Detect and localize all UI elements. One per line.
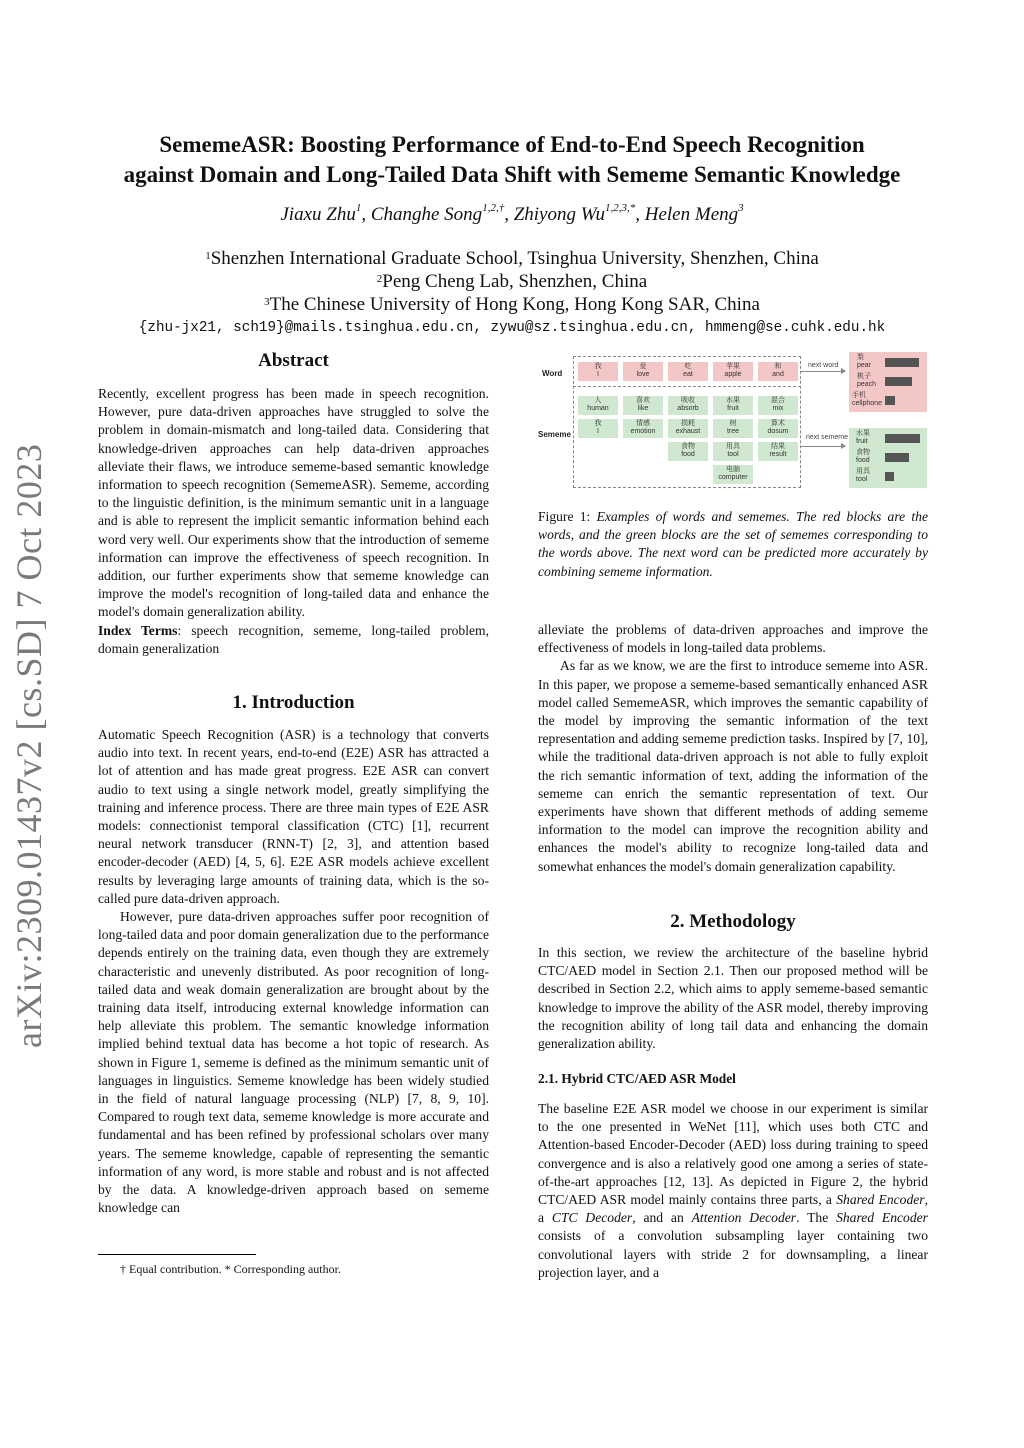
pred-label [856, 468, 870, 484]
pred-zh: 桃子 [857, 373, 871, 380]
sememe-block [713, 396, 753, 415]
subsection-text: , and an [632, 1210, 692, 1226]
pred-zh: 食物 [856, 449, 870, 456]
sememe-block [668, 442, 708, 461]
term-attention-decoder: Attention Decoder [691, 1210, 797, 1226]
word-block [713, 362, 753, 381]
intro-heading: 1. Introduction [232, 692, 355, 713]
affiliation-sup: 1 [205, 250, 211, 262]
sememe-block [578, 419, 618, 438]
author-name: Helen Meng [644, 204, 739, 225]
sememe-block [668, 419, 708, 438]
sememe-en: fruit [727, 405, 739, 412]
sememe-zh: 算术 [771, 420, 785, 427]
author-name: Changhe Song [370, 204, 483, 225]
affiliation-text: The Chinese University of Hong Kong, Hong Kong SAR, China [269, 294, 760, 315]
pred-en: cellphone [852, 400, 882, 407]
next-sememe-label: next sememe [806, 434, 849, 441]
sememe-block [578, 396, 618, 415]
word-block [578, 362, 618, 381]
word-block [758, 362, 798, 381]
word-zh: 苹果 [726, 363, 740, 370]
title-line-2: against Domain and Long-Tailed Data Shift with Sememe Semantic Knowledge [123, 162, 901, 187]
sememe-zh: 水果 [726, 397, 740, 404]
methodology-heading: 2. Methodology [670, 911, 796, 932]
sememe-block [758, 419, 798, 438]
intro-paragraph-1: Automatic Speech Recognition (ASR) is a technology that converts audio into text. In recent years, end-to-end (E2E) ASR has attracted a lot of attention and has made great progress. E2E ASR can convert audio to text using a single network model, greatly simplifying the training and inference process. There are three main types of E2E ASR models: connectionist temporal classification (CTC) [1], recurrent neural network transducer (RNN-T) [2, 3], and attention based encoder-decoder (AED) [4, 5, 6]. E2E ASR models achieve excellent results by leveraging large amounts of training data, which is the so-called pure data-driven approach. [98, 727, 489, 906]
word-block [623, 362, 663, 381]
figure-word-label: Word [542, 369, 563, 378]
footnote-rule [98, 1254, 256, 1255]
pred-bar [885, 358, 919, 367]
intro-paragraph-3: As far as we know, we are the first to introduce sememe into ASR. In this paper, we propose a sememe-based semantically enhanced ASR model called SememeASR, which improves the semantic capability of the model by improving the semantic information of the text representation and adding sememe prediction tasks. Inspired by [7, 10], while the traditional data-driven approach is not able to fully exploit the rich semantic information of text, adding the information of the sememe can enrich the semantic representation of text. Our experiments have shown that different methods of adding sememe information to the model can improve the recognition ability and enhances the model's ability to recognize long-tailed data and somewhat enhances the model's domain generalization capability. [538, 658, 928, 874]
pred-bar [885, 472, 894, 481]
author-sup: 1 [355, 202, 362, 214]
sememe-en: human [587, 405, 609, 412]
figure-divider [573, 386, 801, 387]
pred-bar [885, 396, 895, 405]
word-en: apple [724, 371, 742, 378]
affiliation-sup: 2 [376, 273, 383, 285]
author-list: Jiaxu Zhu$^1$, Changhe Song$^{1,2,\dagger}$, Zhiyong $Wu^{1,2,3,*}$, Helen Meng$^3$ [280, 202, 744, 225]
pred-bar [885, 453, 909, 462]
pred-en: pear [857, 362, 872, 369]
title-line-1: SememeASR: Boosting Performance of End-to-End Speech Recognition [159, 132, 865, 157]
sememe-zh: 情感 [636, 420, 650, 427]
sememe-zh: 吸收 [681, 397, 695, 404]
figure-caption [538, 508, 928, 581]
affiliation-sup: 3 [264, 296, 270, 308]
intro-continued-paragraph: alleviate the problems of data-driven approaches and improve the effectiveness of models in long-tailed data problems. [538, 622, 928, 656]
word-zh: 我 [594, 363, 602, 370]
sememe-en: like [637, 405, 649, 412]
sememe-zh: 用具 [726, 443, 740, 450]
abstract-body [98, 385, 489, 658]
author-sup: 3 [738, 202, 744, 214]
sememe-block [623, 419, 663, 438]
sememe-en: exhaust [675, 428, 701, 435]
pred-en: food [856, 457, 870, 464]
subsection-text: . The [796, 1210, 837, 1226]
author-name: Zhiyong Wu [513, 204, 605, 225]
word-en: I [597, 371, 599, 378]
author-sup: 1,2,† [482, 202, 505, 214]
intro-paragraph-2: However, pure data-driven approaches suffer poor recognition of long-tailed data and poor domain generalization due to the performance depends entirely on the training data, even though they are extremely characteristic and unevenly distributed. As poor recognition of long-tailed data and weak domain generalization are brought about by the training data itself, introducing external knowledge information can help alleviate this problem. The semantic knowledge information implied behind textual data has become a hot topic of research. As shown in Figure 1, sememe is defined as the minimum semantic unit of languages in linguistics. Sememe knowledge has been widely studied in the field of natural language processing (NLP) [7, 8, 9, 10]. Compared to rough text data, sememe knowledge is more accurate and fundamental and has been refined by professional scholars over many years. The sememe knowledge, capable of representing the semantic information of any word, is more stable and robust and is not affected by the data. A knowledge-driven approach based on sememe knowledge can [98, 909, 489, 1216]
pred-label [856, 449, 870, 465]
sememe-en: tree [726, 428, 740, 435]
sememe-en: food [681, 451, 695, 458]
affiliation-text: Peng Cheng Lab, Shenzhen, China [382, 271, 648, 292]
caption-label: Figure 1: [538, 509, 597, 524]
pred-zh: 梨 [857, 354, 864, 361]
sememe-zh: 树 [729, 420, 737, 427]
sememe-block [713, 419, 753, 438]
subsection-text: consists of a convolution subsampling layer containing two convolutional layers with stride 2 for downsampling, a linear projection layer, and a [538, 1228, 928, 1280]
pred-en: tool [856, 476, 868, 483]
sememe-en: tool [727, 451, 739, 458]
pred-label [857, 354, 871, 370]
index-terms-text: : speech recognition, sememe, long-tailed problem, domain generalization [98, 622, 489, 656]
sememe-en: dosum [767, 428, 789, 435]
next-word-label: next word [808, 362, 839, 369]
methodology-paragraph: In this section, we review the architecture of the baseline hybrid CTC/AED model in Section 2.1. Then our proposed method will be described in Section 2.2, which aims to apply sememe-based semantic knowledge to improve the ability of the ASR model, thereby improving the recognition ability of long tail data and enhancing the domain generalization ability. [538, 945, 928, 1052]
pred-bar [885, 377, 912, 386]
figure-sememe-label: Sememe [538, 430, 571, 439]
sememe-en: computer [718, 474, 748, 481]
subsection-text: The baseline E2E ASR model we choose in our experiment is similar to the one presented in WeNet [11], which uses both CTC and Attention-based Encoder-Decoder (AED) loss during training to speed convergence and is also a relatively good one among a series of state-of-the-art approaches [12, 13]. As depicted in Figure 2, the hybrid CTC/AED ASR model mainly contains three parts, a [538, 1101, 928, 1208]
word-en: and [772, 371, 784, 378]
paper-title [60, 130, 964, 190]
author-emails: {zhu-jx21, sch19}@mails.tsinghua.edu.cn, zywu@sz.tsinghua.edu.cn, hmmeng@se.cuhk.edu.hk [138, 320, 886, 336]
footnote: † Equal contribution. * Corresponding author. [120, 1262, 341, 1276]
sememe-zh: 损耗 [681, 420, 695, 427]
sememe-en: emotion [630, 428, 656, 435]
subsection-paragraph [538, 1100, 928, 1282]
sememe-block [758, 396, 798, 415]
next-sememe-arrow [800, 446, 845, 447]
author-name: Jiaxu Zhu [280, 204, 356, 225]
affiliation-3 [60, 293, 964, 316]
term-shared-encoder: Shared Encoder [836, 1192, 925, 1208]
word-zh: 和 [774, 363, 782, 370]
arxiv-identifier: arXiv:2309.01437v2 [cs.SD] 7 Oct 2023 [9, 443, 49, 1048]
caption-text: Examples of words and sememes. The red blocks are the words, and the green blocks are the set of sememes corresponding to the words above. The next word can be predicted more accurately by combining sememe information. [538, 509, 928, 579]
author-sup: 1,2,3,* [605, 202, 636, 214]
pred-bar [885, 434, 920, 443]
sememe-en: absorb [677, 405, 699, 412]
index-terms [98, 622, 489, 658]
abstract-heading: Abstract [258, 350, 329, 371]
subsection-text: , a [538, 1192, 928, 1226]
pred-en: fruit [856, 438, 868, 445]
sememe-zh: 食物 [681, 443, 695, 450]
word-en: love [636, 371, 650, 378]
pred-en: peach [857, 381, 877, 388]
subsection-heading: 2.1. Hybrid CTC/AED ASR Model [538, 1071, 736, 1086]
intro-body [98, 726, 489, 1217]
next-word-panel [849, 352, 927, 412]
pred-label [852, 392, 882, 408]
word-zh: 爱 [639, 363, 647, 370]
pred-label [857, 373, 876, 389]
affiliation-1 [60, 247, 964, 270]
sememe-zh: 人 [594, 397, 602, 404]
sememe-zh: 喜欢 [636, 397, 650, 404]
pred-zh: 手机 [852, 392, 866, 399]
sememe-block [713, 442, 753, 461]
sememe-block [668, 396, 708, 415]
next-sememe-panel [849, 428, 927, 488]
sememe-block [758, 442, 798, 461]
sememe-en: I [597, 428, 599, 435]
word-block [668, 362, 708, 381]
abstract-text: Recently, excellent progress has been made in speech recognition. However, pure data-driven approaches have struggled to solve the problem in domain-mismatch and long-tailed data. Considering that knowledge-driven approaches can help data-driven approaches alleviate their flaws, we introduce sememe-based semantic knowledge information to speech recognition (SememeASR). Sememe, according to the linguistic definition, is the minimum semantic unit in a language and is able to represent the implicit semantic information behind each word very well. Our experiments show that the introduction of sememe information can improve the effectiveness of speech recognition. In addition, our further experiments show that sememe knowledge can improve the model's recognition of long-tailed data and enhance the model's domain generalization ability. [98, 386, 489, 620]
term-shared-encoder: Shared Encoder [836, 1210, 928, 1226]
sememe-zh: 结果 [771, 443, 785, 450]
affiliation-text: Shenzhen International Graduate School, Tsinghua University, Shenzhen, China [210, 248, 819, 269]
sememe-block [713, 465, 753, 484]
word-en: eat [683, 371, 693, 378]
pred-zh: 水果 [856, 430, 870, 437]
pred-label [856, 430, 870, 446]
word-zh: 吃 [684, 363, 692, 370]
index-terms-label: Index Terms [98, 622, 178, 638]
term-ctc-decoder: CTC Decoder [551, 1210, 633, 1226]
sememe-en: mix [772, 405, 784, 412]
right-column-body [538, 621, 928, 876]
sememe-zh: 我 [594, 420, 602, 427]
sememe-zh: 混合 [771, 397, 785, 404]
pred-zh: 用具 [856, 468, 870, 475]
sememe-zh: 电脑 [726, 466, 740, 473]
next-word-arrow [800, 371, 845, 372]
affiliation-2 [60, 270, 964, 293]
sememe-en: result [769, 451, 787, 458]
sememe-block [623, 396, 663, 415]
